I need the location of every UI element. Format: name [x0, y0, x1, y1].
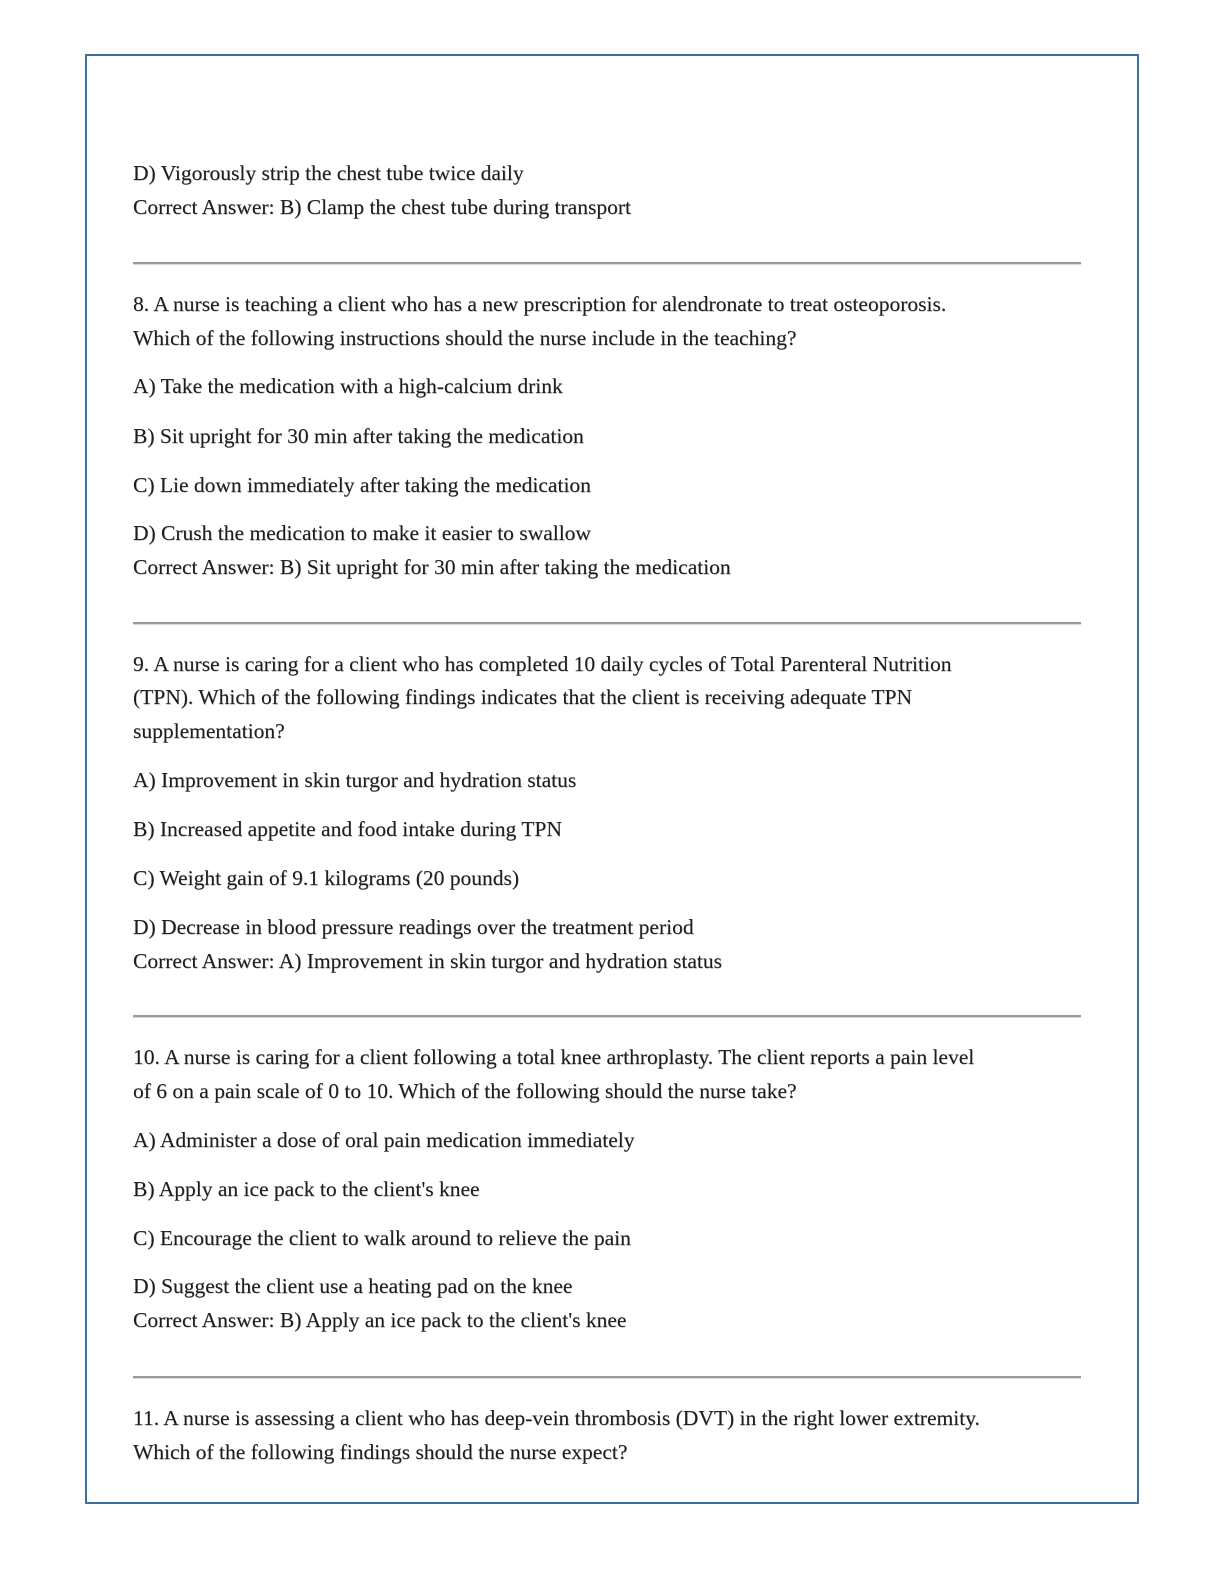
divider [133, 1376, 1081, 1379]
q8-option-c: C) Lie down immediately after taking the medication [133, 473, 591, 497]
q8-option-b: B) Sit upright for 30 min after taking the medication [133, 424, 584, 448]
q8-option-a: A) Take the medication with a high-calcium drink [133, 374, 563, 398]
q8-option-d: D) Crush the medication to make it easier to swallow [133, 521, 591, 545]
q7-option-d: D) Vigorously strip the chest tube twice daily [133, 161, 524, 185]
q10-stem-line-1: 10. A nurse is caring for a client following a total knee arthroplasty. The client reports a pain level [133, 1045, 975, 1069]
q9-correct-answer: Correct Answer: A) Improvement in skin turgor and hydration status [133, 949, 722, 973]
q9-option-d: D) Decrease in blood pressure readings over the treatment period [133, 915, 694, 939]
q9-stem-line-3: supplementation? [133, 719, 285, 743]
q9-stem-line-1: 9. A nurse is caring for a client who has completed 10 daily cycles of Total Parenteral Nutrition [133, 652, 952, 676]
q11-stem-line-1: 11. A nurse is assessing a client who has deep-vein thrombosis (DVT) in the right lower extremity. [133, 1406, 980, 1430]
q10-option-c: C) Encourage the client to walk around to relieve the pain [133, 1226, 631, 1250]
q10-correct-answer: Correct Answer: B) Apply an ice pack to the client's knee [133, 1308, 627, 1332]
q10-option-b: B) Apply an ice pack to the client's knee [133, 1177, 480, 1201]
q11-stem-line-2: Which of the following findings should the nurse expect? [133, 1440, 628, 1464]
q9-stem-line-2: (TPN). Which of the following findings indicates that the client is receiving adequate TPN [133, 685, 912, 709]
q8-stem-line-2: Which of the following instructions should the nurse include in the teaching? [133, 326, 797, 350]
q10-stem-line-2: of 6 on a pain scale of 0 to 10. Which of the following should the nurse take? [133, 1079, 797, 1103]
divider [133, 622, 1081, 625]
q10-option-d: D) Suggest the client use a heating pad on the knee [133, 1274, 573, 1298]
q8-correct-answer: Correct Answer: B) Sit upright for 30 min after taking the medication [133, 555, 731, 579]
q8-stem-line-1: 8. A nurse is teaching a client who has a new prescription for alendronate to treat osteoporosis. [133, 292, 947, 316]
q10-option-a: A) Administer a dose of oral pain medication immediately [133, 1128, 635, 1152]
q9-option-c: C) Weight gain of 9.1 kilograms (20 pounds) [133, 866, 520, 890]
q9-option-b: B) Increased appetite and food intake during TPN [133, 817, 562, 841]
divider [133, 262, 1081, 265]
q9-option-a: A) Improvement in skin turgor and hydration status [133, 768, 577, 792]
q7-correct-answer: Correct Answer: B) Clamp the chest tube during transport [133, 195, 631, 219]
divider [133, 1015, 1081, 1018]
